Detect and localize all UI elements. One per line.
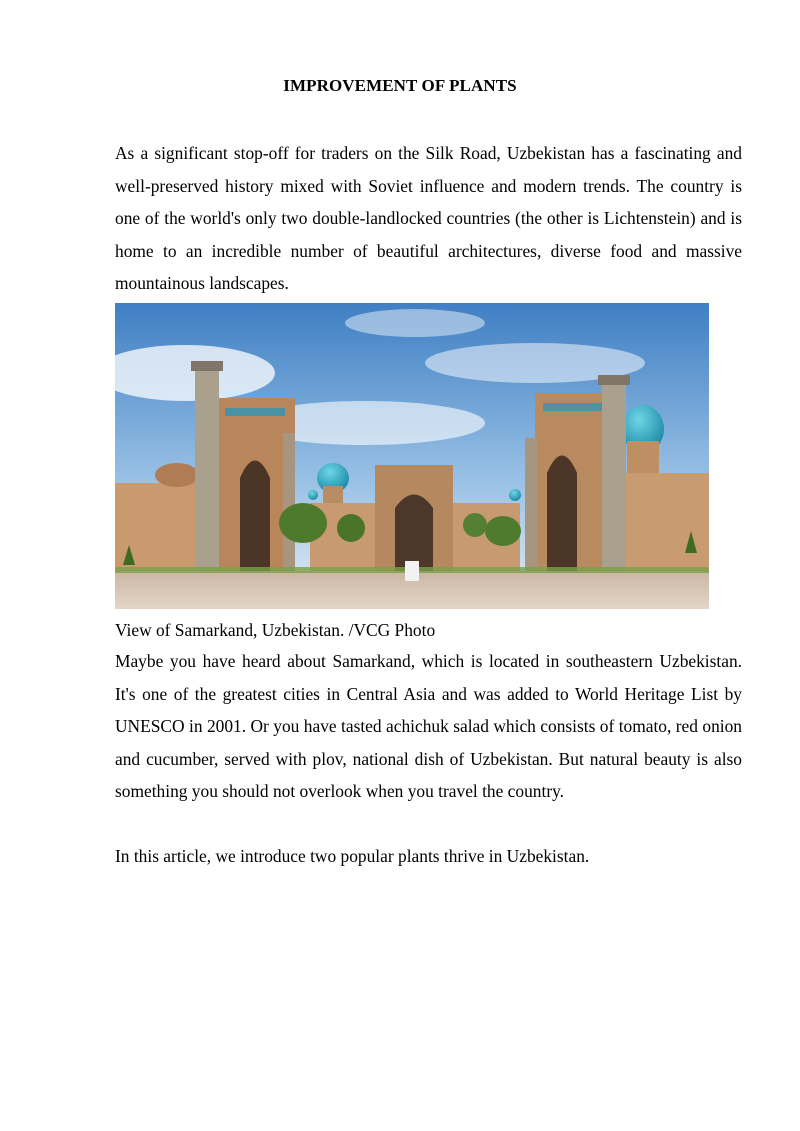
tree bbox=[463, 513, 487, 537]
registan-illustration bbox=[115, 303, 709, 609]
cloud bbox=[345, 309, 485, 337]
intro-paragraph: As a significant stop-off for traders on the Silk Road, Uzbekistan has a fascinating and well-preserved history mixed with Soviet influence and modern trends. The country is one of the world's only two double-landlocked countries (the other is Lichtenstein) and is home to an incredible number of beautiful architectures, diverse food and massive mountainous landscapes. bbox=[115, 143, 742, 293]
right-minaret bbox=[602, 381, 626, 578]
left-arch bbox=[240, 461, 270, 579]
left-minaret bbox=[195, 368, 219, 578]
article-intro-line: In this article, we introduce two popular plants thrive in Uzbekistan. bbox=[115, 846, 590, 866]
left-small-dome bbox=[155, 463, 199, 487]
tree bbox=[279, 503, 327, 543]
image-caption: View of Samarkand, Uzbekistan. /VCG Photo bbox=[115, 620, 436, 640]
tree bbox=[337, 514, 365, 542]
samarkand-paragraph: Maybe you have heard about Samarkand, which is located in southeastern Uzbekistan. It's one of the greatest cities in Central Asia and was added to World Heritage List by UNESCO in 2001. Or you have tasted achichuk salad which consists of tomato, red onion and cucumber, served with plov, national dish of Uzbekistan. But natural beauty is also something you should not overlook when you travel the country. bbox=[115, 651, 742, 801]
right-arch bbox=[547, 456, 577, 579]
tree bbox=[485, 516, 521, 546]
samarkand-photo bbox=[115, 303, 709, 609]
document-title: IMPROVEMENT OF PLANTS bbox=[283, 76, 517, 95]
